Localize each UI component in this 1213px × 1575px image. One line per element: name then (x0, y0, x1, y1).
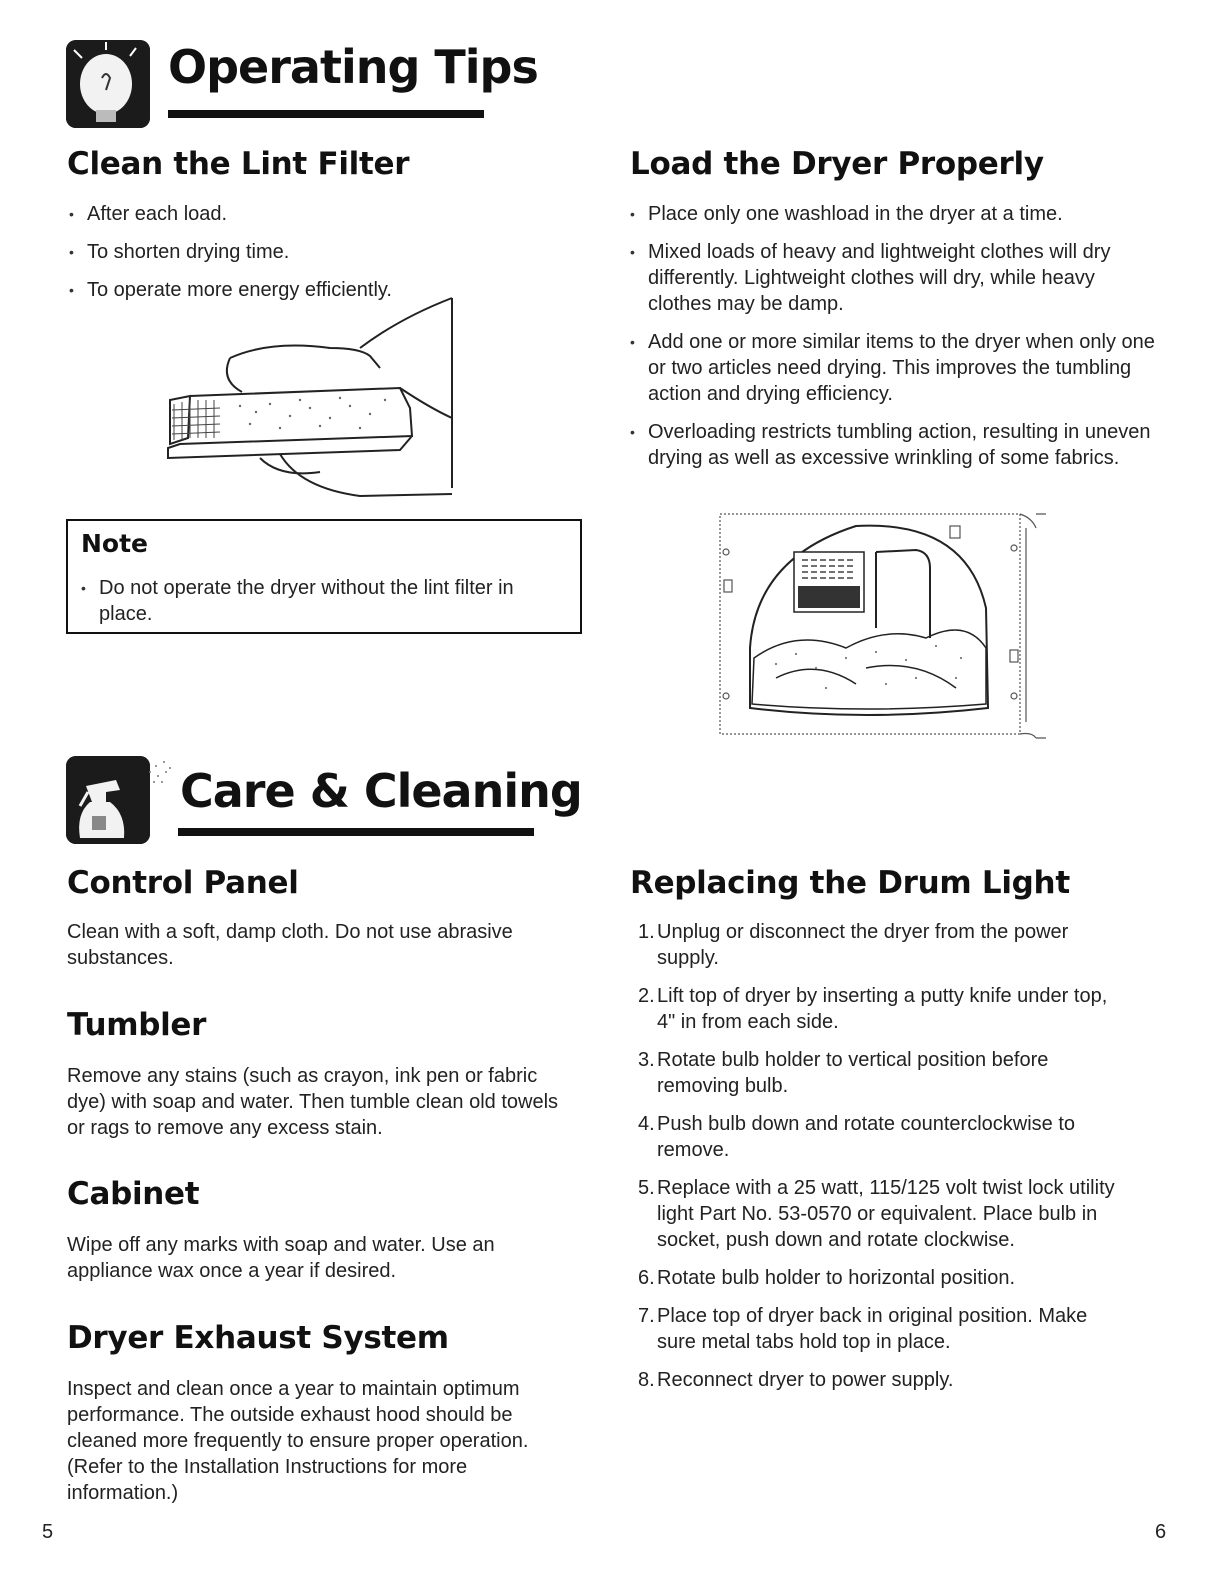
list-item: • Place only one washload in the dryer at a time. (628, 201, 1158, 227)
operating-tips-title: Operating Tips (168, 40, 538, 94)
cabinet-text: Wipe off any marks with soap and water. Use an appliance wax once a year if desired. (67, 1234, 495, 1282)
list-item: • To shorten drying time. (67, 239, 527, 265)
lint-filter-illustration (160, 288, 460, 500)
note-heading: Note (81, 529, 149, 558)
care-cleaning-title: Care & Cleaning (180, 764, 582, 818)
tumbler-heading: Tumbler (67, 1007, 207, 1043)
exhaust-text: Inspect and clean once a year to maintain optimum performance. The outside exhaust hood should be cleaned more frequently to ensure proper operation. (Refer to the Installation Instructions for more information.) (67, 1378, 529, 1504)
list-item: • To operate more energy efficiently. (67, 277, 527, 303)
list-item: 4. Push bulb down and rotate counterclockwise to remove. (638, 1113, 1076, 1161)
list-item: • Overloading restricts tumbling action, resulting in uneven drying as well as excessive wrinkling of some fabrics. (628, 419, 1158, 471)
lightbulb-icon (66, 40, 150, 128)
note-list (79, 575, 549, 639)
spray-bottle-icon (66, 756, 150, 844)
page-number-right: 6 (1155, 1521, 1167, 1543)
note-box (66, 519, 582, 634)
load-dryer-list (628, 201, 1158, 483)
list-item: 1. Unplug or disconnect the dryer from the power supply. (638, 921, 1069, 969)
list-item: 7. Place top of dryer back in original position. Make sure metal tabs hold top in place. (638, 1305, 1088, 1353)
exhaust-heading: Dryer Exhaust System (67, 1320, 449, 1356)
tumbler-text: Remove any stains (such as crayon, ink pen or fabric dye) with soap and water. Then tumble clean old towels or rags to remove any excess stain. (67, 1065, 559, 1139)
list-item: 6. Rotate bulb holder to horizontal position. (638, 1267, 1016, 1289)
lint-filter-heading: Clean the Lint Filter (67, 146, 410, 182)
list-item: 8. Reconnect dryer to power supply. (638, 1369, 954, 1391)
spray-mist-icon (144, 752, 174, 792)
list-item: • Add one or more similar items to the dryer when only one or two articles need drying. This improves the tumbling action and drying efficiency. (628, 329, 1158, 407)
drum-light-heading: Replacing the Drum Light (630, 865, 1070, 901)
list-item: • After each load. (67, 201, 527, 227)
list-item: • Do not operate the dryer without the lint filter in place. (79, 575, 549, 627)
load-dryer-heading: Load the Dryer Properly (630, 146, 1044, 182)
list-item: • Mixed loads of heavy and lightweight clothes will dry differently. Lightweight clothes will dry, while heavy clothes may be damp. (628, 239, 1158, 317)
dryer-drum-illustration (716, 508, 1046, 740)
control-panel-text: Clean with a soft, damp cloth. Do not use abrasive substances. (67, 921, 513, 969)
list-item: 3. Rotate bulb holder to vertical position before removing bulb. (638, 1049, 1049, 1097)
drum-light-steps (628, 919, 1128, 1405)
cabinet-heading: Cabinet (67, 1176, 200, 1212)
page-number-left: 5 (42, 1521, 54, 1543)
list-item: 5. Replace with a 25 watt, 115/125 volt twist lock utility light Part No. 53-0570 or equivalent. Place bulb in socket, push down and rotate clockwise. (638, 1177, 1115, 1251)
care-cleaning-rule (178, 828, 534, 836)
control-panel-heading: Control Panel (67, 865, 299, 901)
operating-tips-rule (168, 110, 484, 118)
list-item: 2. Lift top of dryer by inserting a putty knife under top, 4" in from each side. (638, 985, 1108, 1033)
